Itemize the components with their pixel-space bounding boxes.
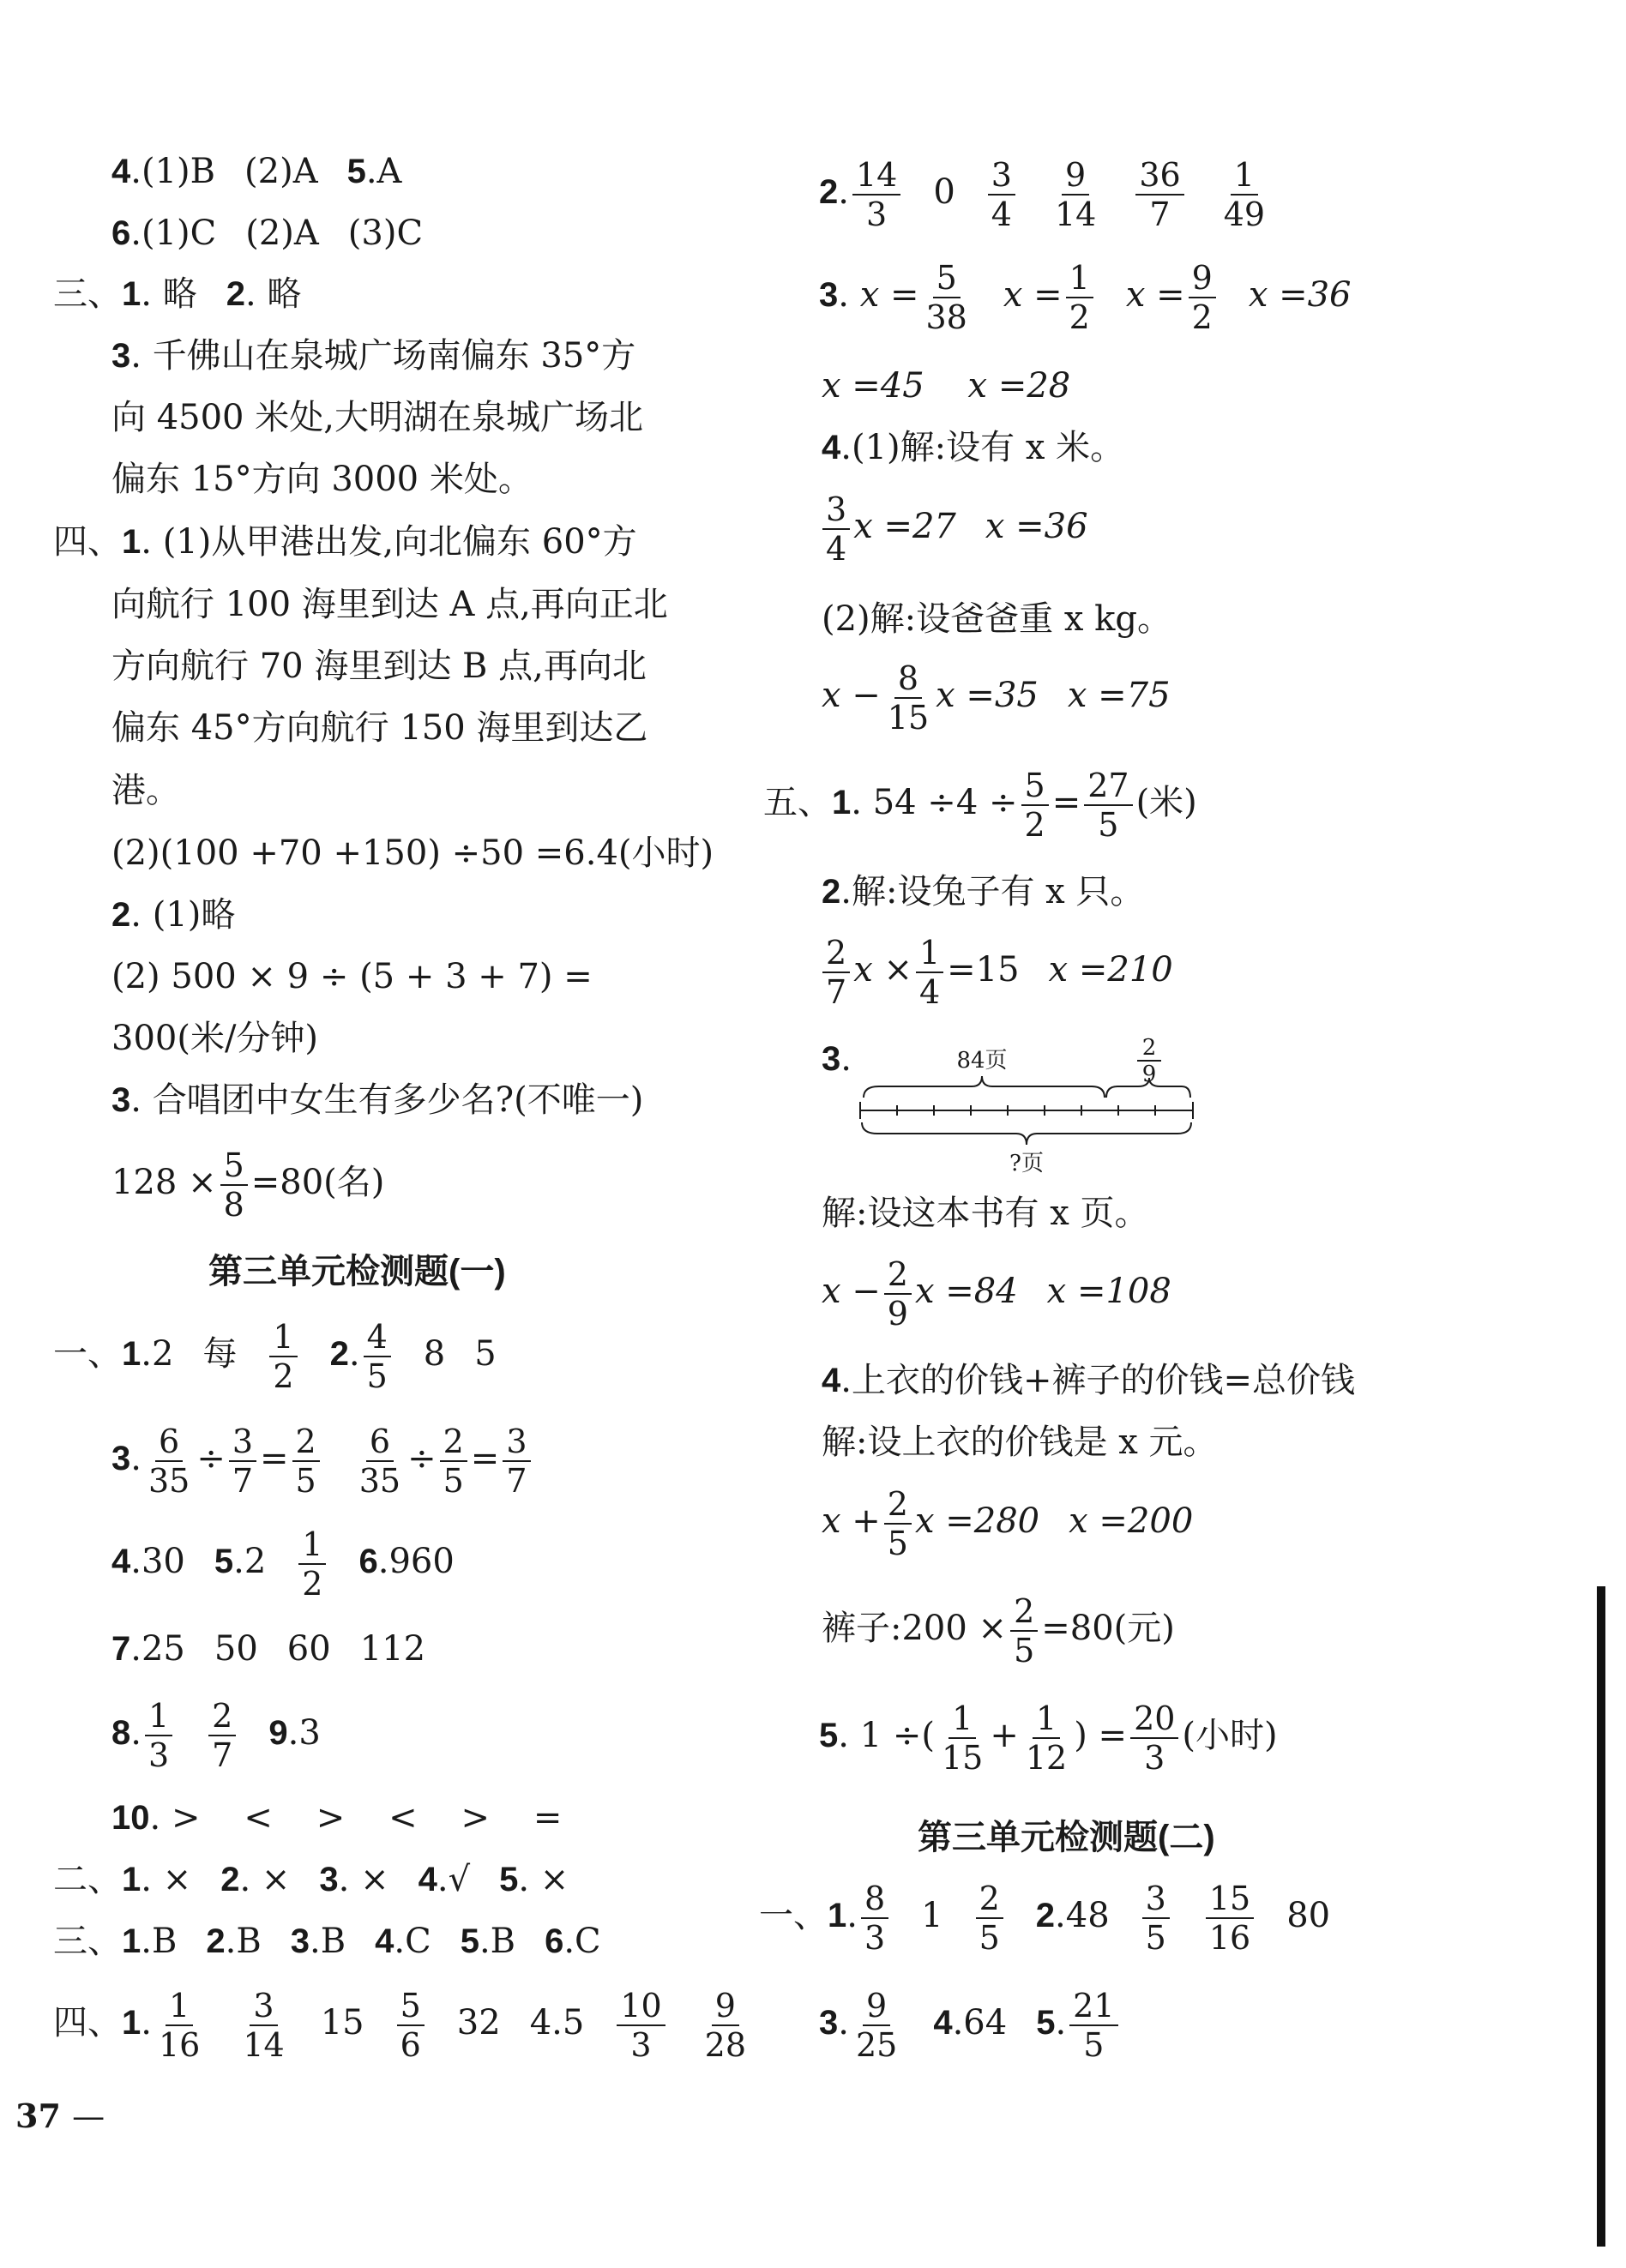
answer-line: 6.(1)C (2)A (3)C [111,214,424,253]
answer-line: 300(米/分钟) [111,1019,319,1058]
answer-line: 4.上衣的价钱+裤子的价钱=总价钱 [822,1361,1355,1400]
answer-line: 港。 [111,771,180,810]
answer-line: 3. [822,1039,852,1079]
answer-line: 方向航行 70 海里到达 B 点,再向北 [111,647,647,686]
answer-line: (2) 500 × 9 ÷ (5 + 3 + 7) = [111,957,593,996]
answer-line: 3. 合唱团中女生有多少名?(不唯一) [111,1080,644,1120]
diagram-bottom-label: ?页 [1009,1151,1044,1176]
section-line: 一、1.2 每 $\frac{1}{2}$ 2. $\frac{4}{5}$ 8 5 [53,1318,497,1395]
answer-line: (2)解:设爸爸重 x kg。 [822,599,1171,639]
section-line: 二、1. × 2. × 3. × 4.√ 5. × [53,1860,569,1899]
answer-line: 2. (1)略 [111,895,236,935]
segment-diagram [853,1033,1196,1179]
diagram-frac-denominator: 9 [1141,1062,1157,1087]
answer-line: 3. $\frac{6}{35}$ ÷ $\frac{3}{7}$ = $\frac{2}{5}$ $\frac{6}{35}$ ÷ $\frac{2}{5}$ = $\frac{3}{7}$ [111,1425,534,1497]
answer-line: $\frac{3}{4}$ x =27 x =36 [819,493,1088,565]
answer-line: 偏东 15°方向 3000 米处。 [111,460,533,499]
answer-line: 128 × $\frac{5}{8}$ =80(名) [111,1146,385,1224]
section-line: 四、1. $\frac{1}{16}$ $\frac{3}{14}$ 15 $\frac{5}{6}$ 32 4.5 $\frac{10}{3}$ $\frac{9}{28}$ [53,1987,747,2064]
answer-line: $\frac{2}{7}$ x × $\frac{1}{4}$ =15 x =210 [819,936,1173,1008]
section-line: 五、1. 54 ÷4 ÷ $\frac{5}{2}$ = $\frac{27}{5}$ (米) [763,767,1197,844]
answer-line: 10. > < > < > = [111,1798,563,1838]
answer-line: (2)(100 +70 +150) ÷50 =6.4(小时) [111,833,714,873]
answer-line: 7.25 50 60 112 [111,1629,426,1669]
answer-line: 2. $\frac{14}{3}$ 0 $\frac{3}{4}$ $\frac{9}{14}$ $\frac{36}{7}$ $\frac{1}{49}$ [819,156,1266,233]
section-title: 第三单元检测题(二) [918,1819,1215,1856]
section-title: 第三单元检测题(一) [208,1253,506,1290]
answer-line: 3. $\frac{9}{25}$ 4.64 5. $\frac{21}{5}$ [819,1989,1122,2061]
brace-top-left [864,1076,1105,1098]
brace-top-right [1106,1078,1190,1098]
answer-line: x − $\frac{2}{9}$ x =84 x =108 [822,1255,1171,1333]
diagram-top-label: 84页 [956,1048,1008,1074]
answer-line: x =45 x =28 [822,366,1071,406]
answer-line: 2.解:设兔子有 x 只。 [822,872,1145,911]
answer-line: 3. 千佛山在泉城广场南偏东 35°方 [111,336,636,376]
answer-line: 向航行 100 海里到达 A 点,再向正北 [111,585,668,624]
answer-line: 4.(1)B (2)A 5.A [111,152,402,191]
answer-line: 解:设上衣的价钱是 x 元。 [822,1423,1218,1462]
answer-line: 4.30 5.2 $\frac{1}{2}$ 6.960 [111,1525,455,1603]
section-line: 四、1. (1)从甲港出发,向北偏东 60°方 [53,522,637,562]
page-number: 37 — [15,2097,105,2135]
answer-line: x + $\frac{2}{5}$ x =280 x =200 [822,1485,1194,1562]
section-line: 三、1. 略 2. 略 [53,274,302,314]
brace-bottom [862,1122,1191,1145]
answer-line: 解:设这本书有 x 页。 [822,1194,1149,1233]
answer-line: 裤子:200 × $\frac{2}{5}$ =80(元) [822,1592,1175,1669]
answer-line: 向 4500 米处,大明湖在泉城广场北 [111,398,643,437]
diagram-frac-numerator: 2 [1141,1035,1157,1061]
section-line: 一、1. $\frac{8}{3}$ 1 $\frac{2}{5}$ 2.48 $\frac{3}{5}$ $\frac{15}{16}$ 80 [759,1880,1331,1957]
answer-line: 3. x = $\frac{5}{38}$ x = $\frac{1}{2}$ x = $\frac{9}{2}$ x =36 [819,259,1352,336]
answer-line: 偏东 45°方向航行 150 海里到达乙 [111,708,648,748]
fraction: $\frac{5}{8}$ [220,1149,248,1221]
answer-line: 4.(1)解:设有 x 米。 [822,428,1125,467]
answer-line: x − $\frac{8}{15}$ x =35 x =75 [822,659,1171,737]
answer-line: 5. 1 ÷( $\frac{1}{15}$ + $\frac{1}{12}$ ) = $\frac{20}{3}$ (小时) [819,1699,1278,1777]
binding-edge [1597,1586,1605,2247]
answer-line: 8. $\frac{1}{3}$ $\frac{2}{7}$ 9.3 [111,1697,321,1774]
section-line: 三、1.B 2.B 3.B 4.C 5.B 6.C [53,1922,601,1961]
